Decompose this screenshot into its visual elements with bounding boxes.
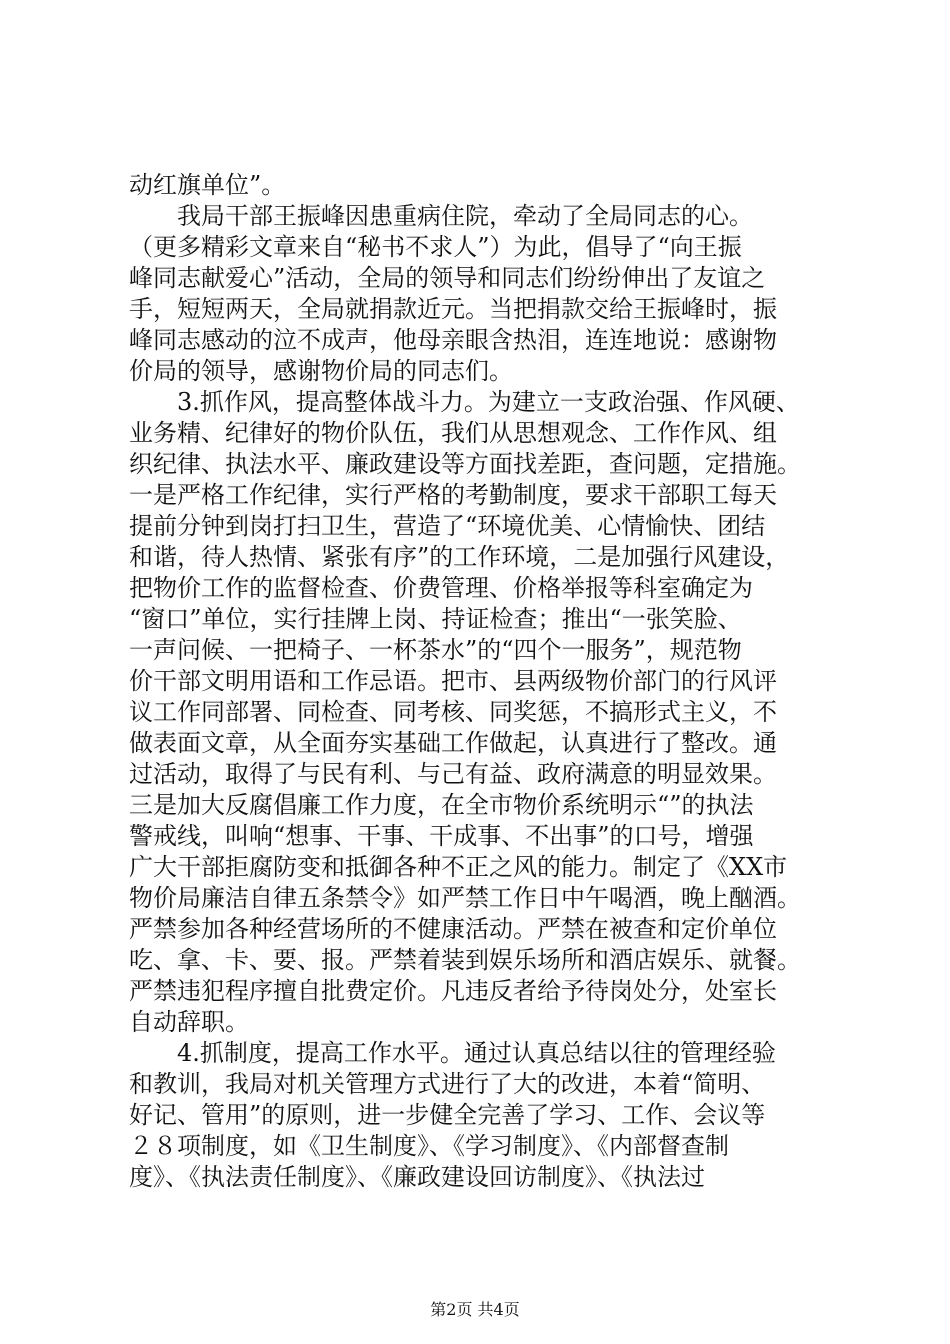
text-line: 动红旗单位”。 [129, 171, 286, 199]
text-line: 提前分钟到岗打扫卫生，营造了“环境优美、心情愉快、团结 [129, 512, 766, 540]
text-line: 三是加大反腐倡廉工作力度，在全市物价系统明示“”的执法 [129, 791, 754, 819]
text-line: 做表面文章，从全面夯实基础工作做起，认真进行了整改。通 [129, 729, 777, 757]
page-number-footer: 第2页 共4页 [430, 1300, 520, 1319]
text-line: 和谐，待人热情、紧张有序”的工作环境，二是加强行风建设， [129, 543, 790, 571]
text-line: 一是严格工作纪律，实行严格的考勤制度，要求干部职工每天 [129, 481, 777, 509]
text-line: 业务精、纪律好的物价队伍，我们从思想观念、工作作风、组 [129, 419, 777, 447]
text-line: 把物价工作的监督检查、价费管理、价格举报等科室确定为 [129, 574, 753, 602]
text-line: 织纪律、执法水平、廉政建设等方面找差距，查问题，定措施。 [129, 450, 801, 478]
document-body [129, 170, 837, 1193]
text-line: 吃、拿、卡、要、报。严禁着装到娱乐场所和酒店娱乐、就餐。 [129, 946, 801, 974]
text-line: “窗口”单位，实行挂牌上岗、持证检查；推出“一张笑脸、 [129, 605, 742, 633]
text-line: 警戒线，叫响“想事、干事、干成事、不出事”的口号，增强 [129, 822, 754, 850]
text-line: 广大干部拒腐防变和抵御各种不正之风的能力。制定了《XX市 [129, 853, 788, 881]
text-line: 自动辞职。 [129, 1008, 249, 1036]
text-line: 3.抓作风，提高整体战斗力。为建立一支政治强、作风硬、 [129, 388, 800, 416]
text-line: 物价局廉洁自律五条禁令》如严禁工作日中午喝酒，晚上酗酒。 [129, 884, 801, 912]
text-line: 价干部文明用语和工作忌语。把市、县两级物价部门的行风评 [129, 667, 777, 695]
text-line: 严禁违犯程序擅自批费定价。凡违反者给予待岗处分，处室长 [129, 977, 777, 1005]
text-line: 手，短短两天，全局就捐款近元。当把捐款交给王振峰时，振 [129, 295, 777, 323]
text-line: 严禁参加各种经营场所的不健康活动。严禁在被查和定价单位 [129, 915, 777, 943]
text-line: 我局干部王振峰因患重病住院，牵动了全局同志的心。 [129, 202, 753, 230]
text-line: 好记、管用”的原则，进一步健全完善了学习、工作、会议等 [129, 1101, 766, 1129]
text-line: 过活动，取得了与民有利、与己有益、政府满意的明显效果。 [129, 760, 777, 788]
text-line: 峰同志献爱心”活动，全局的领导和同志们纷纷伸出了友谊之 [129, 264, 766, 292]
text-line: 峰同志感动的泣不成声，他母亲眼含热泪，连连地说：感谢物 [129, 326, 777, 354]
text-line: 度》、《执法责任制度》、《廉政建设回访制度》、《执法过 [129, 1163, 705, 1191]
text-line: 价局的领导，感谢物价局的同志们。 [129, 357, 513, 385]
text-line: （更多精彩文章来自“秘书不求人”）为此，倡导了“向王振 [129, 233, 742, 261]
text-line: 和教训，我局对机关管理方式进行了大的改进，本着“简明、 [129, 1070, 766, 1098]
text-line: ２８项制度，如《卫生制度》、《学习制度》、《内部督查制 [129, 1132, 729, 1160]
text-line: 议工作同部署、同检查、同考核、同奖惩，不搞形式主义，不 [129, 698, 777, 726]
text-line: 一声问候、一把椅子、一杯茶水”的“四个一服务”，规范物 [129, 636, 742, 664]
text-line: 4.抓制度，提高工作水平。通过认真总结以往的管理经验 [129, 1039, 776, 1067]
